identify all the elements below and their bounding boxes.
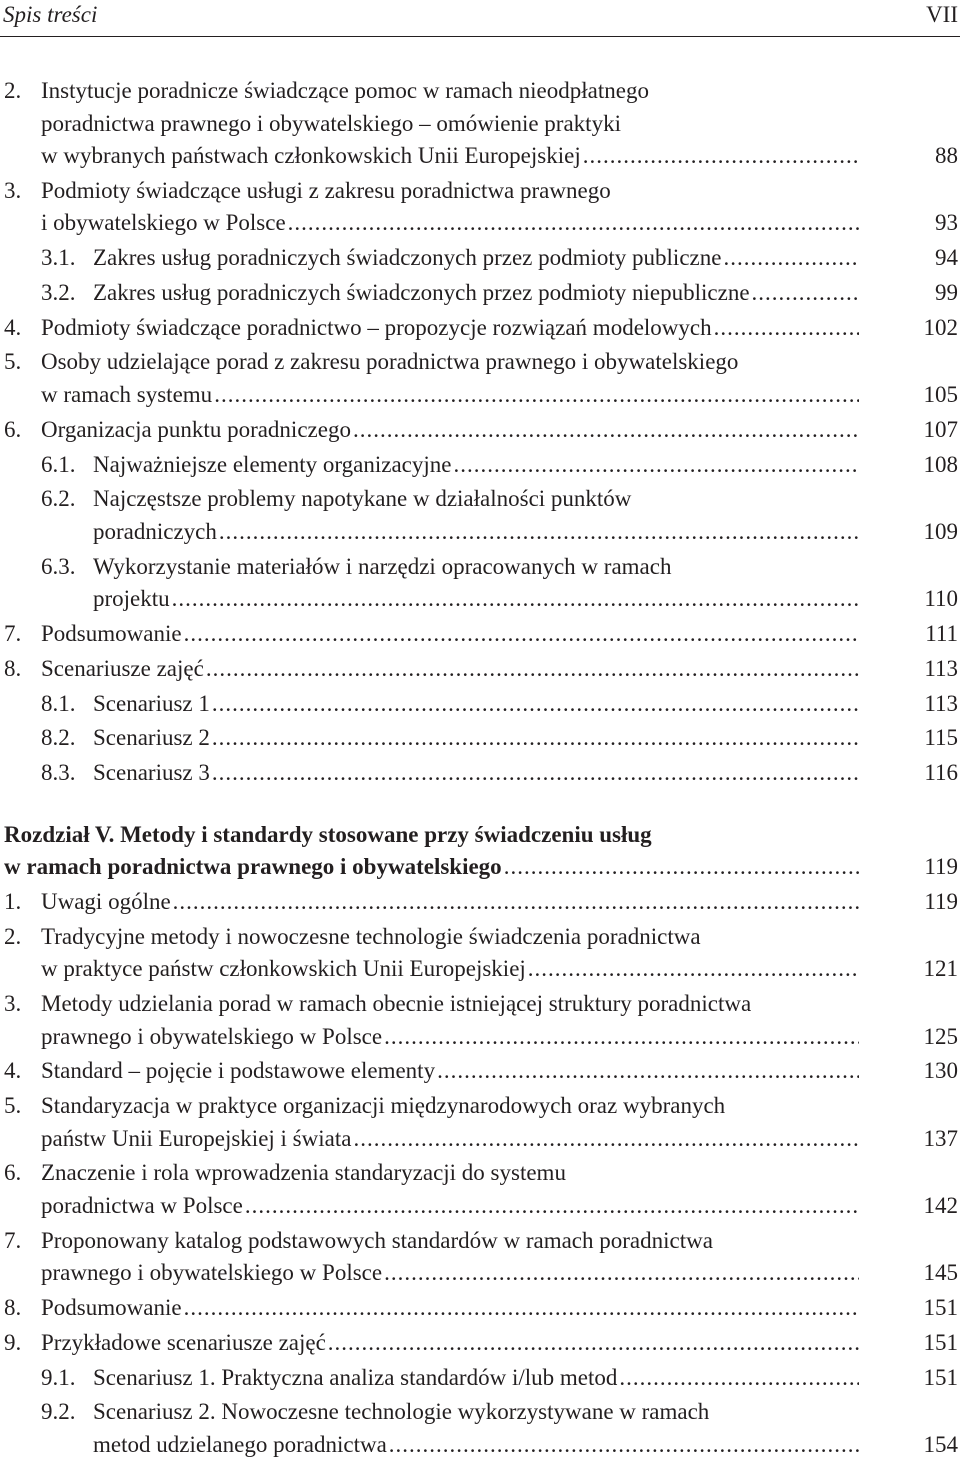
dot-leader: [182, 618, 859, 651]
toc-entry-last-line: [93, 242, 859, 275]
toc-entry-line: Organizacja punktu poradniczego: [41, 416, 351, 442]
dot-leader: [712, 312, 859, 345]
toc-entry-line: Podsumowanie: [41, 620, 182, 646]
toc-entry[interactable]: [0, 653, 960, 686]
toc-entry-text: [41, 988, 859, 1053]
toc-entry-number: 8.: [4, 655, 22, 681]
toc-page-number: 142: [923, 1192, 958, 1218]
toc-entry-last-line: [41, 207, 859, 240]
toc-entry[interactable]: [0, 449, 960, 482]
toc-page-number: 105: [923, 381, 958, 407]
toc-entry-number: 8.: [4, 1295, 22, 1321]
toc-page-number: 108: [923, 451, 958, 477]
toc-entry-last-line: [93, 1362, 859, 1395]
toc-entry-last-line: [41, 1327, 859, 1360]
toc-entry-text: [41, 75, 859, 173]
toc-page-number: 107: [923, 416, 958, 442]
toc-entry-line: w ramach poradnictwa prawnego i obywatelskiego: [4, 854, 502, 880]
toc-page-number: 116: [924, 760, 958, 786]
toc-entry-line: Uwagi ogólne: [41, 888, 171, 914]
toc-entry[interactable]: [0, 1225, 960, 1290]
toc-entry-line: Tradycyjne metody i nowoczesne technologie świadczenia poradnictwa: [41, 923, 701, 949]
toc-page-number: 151: [923, 1364, 958, 1390]
toc-entry[interactable]: [0, 551, 960, 616]
dot-leader: [382, 1257, 859, 1290]
toc-entry-number: 8.3.: [41, 760, 76, 786]
toc-entry-line: Wykorzystanie materiałów i narzędzi opracowanych w ramach: [93, 553, 672, 579]
toc-entry-number: 7.: [4, 620, 22, 646]
toc-entry-text: [41, 175, 859, 240]
toc-entry[interactable]: [0, 886, 960, 919]
toc-entry-text: [41, 1055, 859, 1088]
toc-entry-last-line: [41, 140, 859, 173]
dot-leader: [581, 140, 859, 173]
toc-entry-number: 6.2.: [41, 486, 76, 512]
toc-entry-text: [93, 449, 859, 482]
toc-entry-line: Metody udzielania porad w ramach obecnie istniejącej struktury poradnictwa: [41, 991, 752, 1017]
dot-leader: [721, 242, 859, 275]
dot-leader: [210, 757, 859, 790]
dot-leader: [170, 583, 859, 616]
dot-leader: [382, 1021, 859, 1054]
toc-entry-last-line: [41, 886, 859, 919]
dot-leader: [217, 516, 859, 549]
toc-entry-last-line: [93, 1429, 859, 1462]
toc-page-number: 125: [923, 1023, 958, 1049]
toc-entry-number: 4.: [4, 1058, 22, 1084]
toc-entry[interactable]: [0, 277, 960, 310]
toc-entry-line: Scenariusz 2: [93, 725, 210, 751]
toc-entry-text: [41, 618, 859, 651]
toc-entry-number: 9.2.: [41, 1399, 76, 1425]
toc-entry-text: [93, 483, 859, 548]
toc-entry-number: 5.: [4, 349, 22, 375]
toc-entry[interactable]: [0, 1362, 960, 1395]
toc-entry-line: Scenariusz 1. Praktyczna analiza standardów i/lub metod: [93, 1364, 618, 1390]
toc-entry-text: [93, 688, 859, 721]
toc-entry-text: [93, 277, 859, 310]
toc-entry-number: 2.: [4, 78, 22, 103]
toc-entry-line: Rozdział V. Metody i standardy stosowane przy świadczeniu usług: [4, 821, 652, 847]
toc-entry-last-line: [41, 953, 859, 986]
running-title: Spis treści: [3, 2, 98, 27]
toc-entry-line: Podsumowanie: [41, 1295, 182, 1321]
toc-entry-last-line: [41, 1055, 859, 1088]
toc-entry[interactable]: [0, 1090, 960, 1155]
toc-entry-line: Podmioty świadczące poradnictwo – propozycje rozwiązań modelowych: [41, 314, 712, 340]
toc-entry[interactable]: [0, 346, 960, 411]
toc-entry-line: Scenariusz 1: [93, 690, 210, 716]
toc-entry-text: [41, 1327, 859, 1360]
toc-page-number: 94: [935, 245, 958, 271]
toc-entry-line: Zakres usług poradniczych świadczonych przez podmioty publiczne: [93, 245, 722, 271]
toc-entry-last-line: [93, 583, 859, 616]
toc-page-number: 113: [924, 655, 958, 681]
dot-leader: [750, 277, 859, 310]
toc-entry-last-line: [93, 688, 859, 721]
toc-entry-text: [41, 1157, 859, 1222]
toc-entry-text: [41, 653, 859, 686]
toc-entry-line: Scenariusz 2. Nowoczesne technologie wykorzystywane w ramach: [93, 1399, 710, 1425]
toc-page-number: 99: [935, 279, 958, 305]
toc-entry[interactable]: [0, 1292, 960, 1325]
toc-page-number: 137: [923, 1125, 958, 1151]
toc-entry-number: 3.2.: [41, 279, 76, 305]
dot-leader: [617, 1362, 859, 1395]
toc-entry-line: Instytucje poradnicze świadczące pomoc w ramach nieodpłatnego: [41, 78, 649, 103]
toc-entry-line: państw Unii Europejskiej i świata: [41, 1125, 352, 1151]
toc-entry-number: 9.1.: [41, 1364, 76, 1390]
page-header: [0, 0, 960, 37]
toc-entry-line: w wybranych państwach członkowskich Unii Europejskiej: [41, 143, 581, 168]
toc-entry-text: [41, 346, 859, 411]
toc-entry[interactable]: [0, 75, 960, 173]
toc-entry-text: [41, 886, 859, 919]
toc-entry[interactable]: [0, 618, 960, 651]
dot-leader: [243, 1190, 859, 1223]
toc-entry-line: Standard – pojęcie i podstawowe elementy: [41, 1058, 436, 1084]
table-of-contents: [0, 75, 960, 1464]
toc-entry-number: 2.: [4, 923, 22, 949]
toc-entry-text: [41, 414, 859, 447]
toc-entry-line: Scenariusz 3: [93, 760, 210, 786]
toc-entry-number: 7.: [4, 1227, 22, 1253]
toc-entry-number: 3.1.: [41, 245, 76, 271]
toc-entry-text: [93, 1396, 859, 1461]
toc-entry-line: poradniczych: [93, 518, 217, 544]
toc-entry-last-line: [41, 379, 859, 412]
toc-entry[interactable]: [0, 757, 960, 790]
toc-entry-number: 3.: [4, 991, 22, 1017]
toc-entry-last-line: [93, 722, 859, 755]
toc-page-number: 102: [923, 314, 958, 340]
toc-page-number: 119: [924, 854, 958, 880]
dot-leader: [212, 379, 859, 412]
dot-leader: [326, 1327, 859, 1360]
toc-entry-last-line: [4, 851, 859, 884]
dot-leader: [182, 1292, 859, 1325]
toc-entry-line: poradnictwa w Polsce: [41, 1192, 243, 1218]
toc-entry-line: Przykładowe scenariusze zajęć: [41, 1329, 326, 1355]
toc-entry-line: prawnego i obywatelskiego w Polsce: [41, 1260, 383, 1286]
toc-entry-line: w praktyce państw członkowskich Unii Europejskiej: [41, 956, 526, 982]
toc-entry-number: 8.1.: [41, 690, 76, 716]
toc-entry-last-line: [41, 1257, 859, 1290]
toc-entry-line: Najważniejsze elementy organizacyjne: [93, 451, 452, 477]
toc-entry-last-line: [41, 653, 859, 686]
toc-entry[interactable]: [0, 1327, 960, 1360]
dot-leader: [286, 207, 859, 240]
toc-entry[interactable]: [0, 242, 960, 275]
dot-leader: [171, 886, 859, 919]
dot-leader: [451, 449, 859, 482]
dot-leader: [210, 722, 859, 755]
toc-entry-number: 9.: [4, 1329, 22, 1355]
dot-leader: [387, 1429, 859, 1462]
toc-entry-last-line: [93, 277, 859, 310]
toc-page-number: 113: [924, 690, 958, 716]
toc-entry-line: Podmioty świadczące usługi z zakresu poradnictwa prawnego: [41, 177, 611, 203]
toc-chapter-heading[interactable]: [0, 819, 960, 884]
toc-entry-number: 8.2.: [41, 725, 76, 751]
toc-entry-number: 6.3.: [41, 553, 76, 579]
toc-entry[interactable]: [0, 1157, 960, 1222]
toc-entry-line: Scenariusze zajęć: [41, 655, 204, 681]
toc-entry-last-line: [93, 449, 859, 482]
dot-leader: [204, 653, 859, 686]
toc-page-number: 88: [935, 143, 958, 168]
toc-entry[interactable]: [0, 483, 960, 548]
toc-entry[interactable]: [0, 921, 960, 986]
toc-entry-text: [93, 757, 859, 790]
toc-entry-number: 5.: [4, 1093, 22, 1119]
toc-entry-line: prawnego i obywatelskiego w Polsce: [41, 1023, 383, 1049]
toc-entry-text: [41, 1225, 859, 1290]
toc-entry-line: projektu: [93, 586, 170, 612]
toc-page-number: 130: [923, 1058, 958, 1084]
page-number: VII: [926, 2, 958, 27]
toc-entry-line: w ramach systemu: [41, 381, 213, 407]
toc-entry-last-line: [41, 1190, 859, 1223]
toc-entry-number: 4.: [4, 314, 22, 340]
toc-entry-last-line: [41, 1123, 859, 1156]
toc-entry-text: [41, 921, 859, 986]
toc-entry[interactable]: [0, 1055, 960, 1088]
toc-page-number: 151: [923, 1295, 958, 1321]
dot-leader: [210, 688, 859, 721]
toc-entry[interactable]: [0, 1396, 960, 1461]
toc-entry-last-line: [41, 1292, 859, 1325]
toc-page-number: 119: [924, 888, 958, 914]
toc-entry-last-line: [93, 757, 859, 790]
toc-entry-last-line: [41, 618, 859, 651]
toc-page-number: 154: [923, 1431, 958, 1457]
toc-entry[interactable]: [0, 722, 960, 755]
toc-entry-last-line: [41, 414, 859, 447]
toc-entry-last-line: [41, 312, 859, 345]
toc-entry-text: [93, 1362, 859, 1395]
toc-entry-line: Standaryzacja w praktyce organizacji międzynarodowych oraz wybranych: [41, 1093, 726, 1119]
toc-entry[interactable]: [0, 414, 960, 447]
toc-page-number: 151: [923, 1329, 958, 1355]
toc-entry[interactable]: [0, 312, 960, 345]
toc-entry-number: 6.1.: [41, 451, 76, 477]
toc-entry-number: 3.: [4, 177, 22, 203]
toc-entry-text: [41, 312, 859, 345]
dot-leader: [502, 851, 859, 884]
toc-entry-line: Zakres usług poradniczych świadczonych przez podmioty niepubliczne: [93, 279, 750, 305]
toc-entry-line: Najczęstsze problemy napotykane w działalności punktów: [93, 486, 632, 512]
toc-page-number: 93: [935, 210, 958, 236]
toc-page-number: 109: [923, 518, 958, 544]
toc-entry-text: [93, 551, 859, 616]
dot-leader: [351, 1123, 859, 1156]
toc-page-number: 115: [924, 725, 958, 751]
dot-leader: [351, 414, 859, 447]
toc-entry-line: Znaczenie i rola wprowadzenia standaryzacji do systemu: [41, 1160, 566, 1186]
toc-page-number: 121: [923, 956, 958, 982]
toc-entry[interactable]: [0, 175, 960, 240]
toc-entry-number: 6.: [4, 416, 22, 442]
toc-entry-line: Proponowany katalog podstawowych standardów w ramach poradnictwa: [41, 1227, 713, 1253]
toc-entry-number: 1.: [4, 888, 22, 914]
toc-entry-number: 6.: [4, 1160, 22, 1186]
dot-leader: [526, 953, 859, 986]
toc-entry-last-line: [41, 1021, 859, 1054]
toc-entry-line: poradnictwa prawnego i obywatelskiego – omówienie praktyki: [41, 110, 621, 136]
toc-entry-text: [41, 1292, 859, 1325]
toc-entry-line: metod udzielanego poradnictwa: [93, 1431, 387, 1457]
toc-entry-line: i obywatelskiego w Polsce: [41, 210, 286, 236]
toc-entry-line: Osoby udzielające porad z zakresu poradnictwa prawnego i obywatelskiego: [41, 349, 739, 375]
toc-entry-text: [93, 722, 859, 755]
toc-page-number: 110: [924, 586, 958, 612]
dot-leader: [435, 1055, 859, 1088]
toc-entry[interactable]: [0, 988, 960, 1053]
toc-entry-text: [93, 242, 859, 275]
toc-entry-text: [41, 1090, 859, 1155]
toc-entry[interactable]: [0, 688, 960, 721]
toc-page-number: 145: [923, 1260, 958, 1286]
toc-page-number: 111: [925, 620, 958, 646]
toc-entry-text: [4, 819, 859, 884]
toc-entry-last-line: [93, 516, 859, 549]
